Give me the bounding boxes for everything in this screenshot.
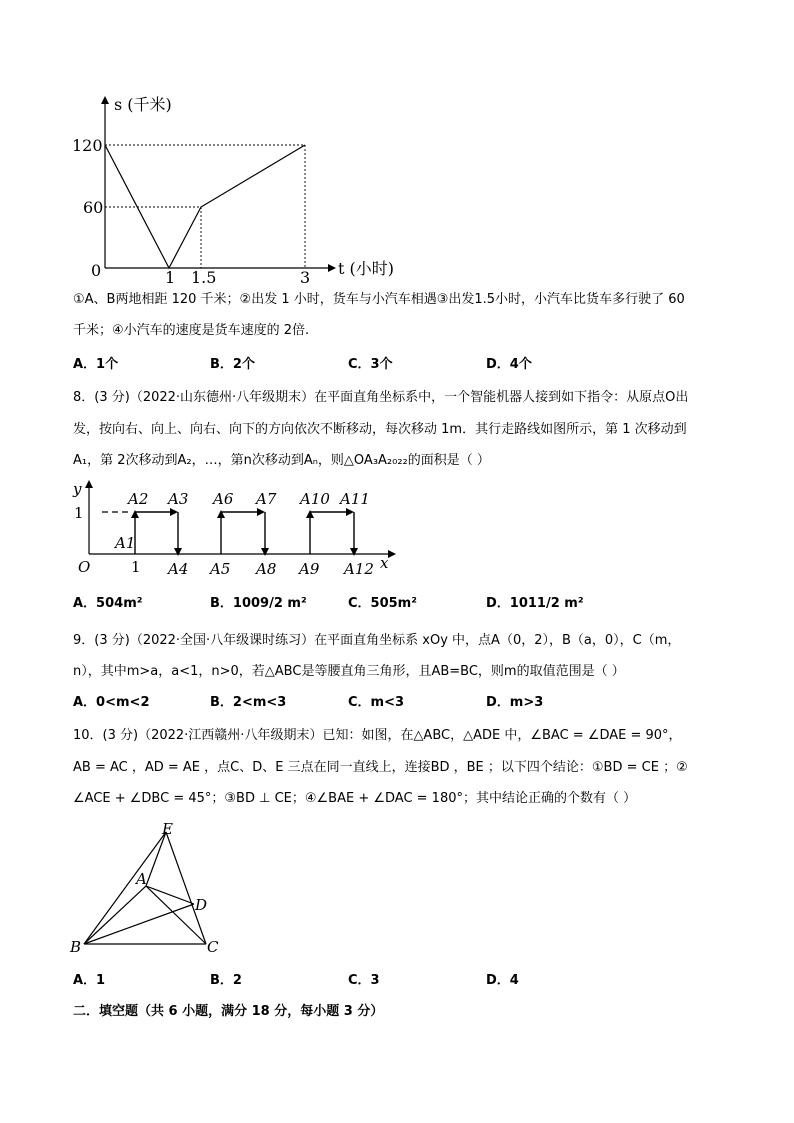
q10-line2: AB = AC ，AD = AE ，点C、D、E 三点在同一直线上，连接BD ，BE ；以下四个结论：①BD = CE ；② [73,760,688,775]
triangle-lines [84,832,206,944]
label-c: C [207,938,219,956]
fig-origin: O [78,558,91,576]
fig-x-label: x [380,554,389,572]
label-a6: A6 [213,490,234,508]
q8-line1: 8．(3 分)（2022·山东德州·八年级期末）在平面直角坐标系中，一个智能机器人接到如下指令：从原点O出 [73,390,689,405]
label-a12: A12 [344,560,374,578]
triangle-figure [66,818,236,958]
x-tick-1: 1 [165,268,176,287]
y-tick-120: 120 [72,136,103,155]
label-a8: A8 [256,560,277,578]
label-a5: A5 [210,560,231,578]
q9-line1: 9．(3 分)（2022·全国·八年级课时练习）在平面直角坐标系 xOy 中，点A（0，2），B（a，0），C（m， [73,633,681,648]
q9-option-d: D．m>3 [486,695,544,710]
label-a11: A11 [340,490,370,508]
label-d: D [195,896,208,914]
q7-option-d: D．4个 [486,357,532,372]
q10-option-a: A．1 [73,973,106,988]
fig-y-label: y [73,480,82,498]
y-tick-60: 60 [83,198,104,217]
q7-option-a: A．1个 [73,357,119,372]
label-a10: A10 [300,490,330,508]
q8-line2: 发，按向右、向上、向右、向下的方向依次不断移动，每次移动 1m．其行走路线如图所示，第 1 次移动到 [73,422,687,437]
q10-line1: 10．(3 分)（2022·江西赣州·八年级期末）已知：如图，在△ABC，△ADE 中，∠BAC = ∠DAE = 90°， [73,728,682,743]
q7-option-b: B．2个 [210,357,255,372]
x-tick-0: 0 [91,261,102,280]
y-axis-arrow [101,96,109,104]
q8-option-a: A．504m² [73,596,143,611]
q8-option-b: B．1009/2 m² [210,596,307,611]
q10-option-b: B．2 [210,973,242,988]
q10-line3: ∠ACE + ∠DBC = 45°；③BD ⊥ CE；④∠BAE + ∠DAC = 180°；其中结论正确的个数有（ ） [73,791,637,806]
y-axis-arrow [85,480,93,488]
q7-option-c: C．3个 [348,357,393,372]
q7-statements-line1: ①A、B两地相距 120 千米；②出发 1 小时，货车与小汽车相遇③出发1.5小时，小汽车比货车多行驶了 60 [73,292,685,307]
label-a9: A9 [299,560,320,578]
distance-time-graph [72,92,420,292]
label-a1: A1 [115,534,136,552]
q9-option-b: B．2<m<3 [210,695,287,710]
x-tick-1-5: 1.5 [191,268,217,287]
x-tick-3: 3 [300,268,311,287]
graph-line [105,145,305,268]
fig-one-x: 1 [131,558,141,576]
q10-option-d: D．4 [486,973,519,988]
q7-statements-line2: 千米；④小汽车的速度是货车速度的 2倍. [73,323,310,338]
label-a: A [136,870,147,888]
label-a3: A3 [168,490,189,508]
x-axis-arrow [328,264,336,272]
section-2-heading: 二．填空题（共 6 小题，满分 18 分，每小题 3 分） [73,1004,384,1019]
label-a2: A2 [128,490,149,508]
q9-option-c: C．m<3 [348,695,405,710]
q10-option-c: C．3 [348,973,380,988]
q9-option-a: A．0<m<2 [73,695,150,710]
robot-path [135,512,354,554]
robot-path-figure [70,478,410,582]
label-a4: A4 [168,560,189,578]
label-b: B [70,938,82,956]
fig-one-y: 1 [74,504,84,522]
q8-option-c: C．505m² [348,596,417,611]
robot-path-arrows [131,508,358,556]
y-axis-label: s (千米) [114,95,172,114]
q9-line2: n），其中m>a，a<1，n>0，若△ABC是等腰直角三角形，且AB=BC，则m的取值范围是（ ） [73,664,625,679]
label-e: E [162,820,173,838]
label-a7: A7 [256,490,277,508]
q8-line3: A₁，第 2次移动到A₂，…，第n次移动到Aₙ，则△OA₃A₂₀₂₂的面积是（ ） [73,453,490,468]
x-axis-arrow [388,550,396,558]
q8-option-d: D．1011/2 m² [486,596,584,611]
x-axis-label: t (小时) [338,259,395,278]
